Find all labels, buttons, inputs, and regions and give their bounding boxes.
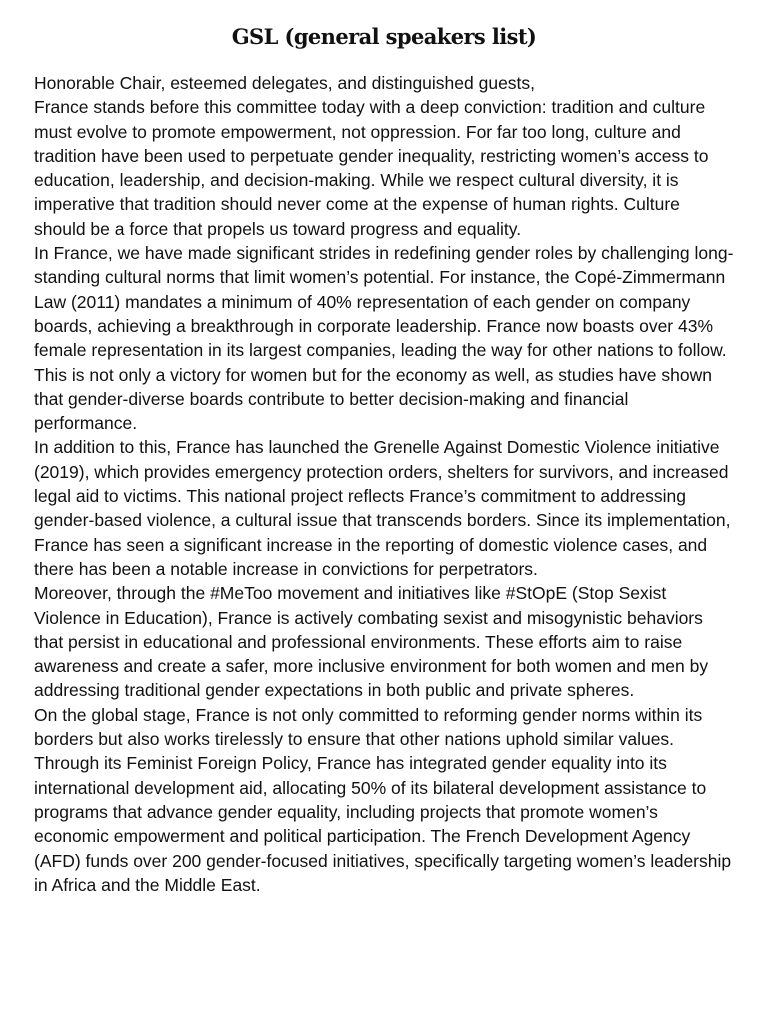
paragraph-conviction: France stands before this committee today with a deep conviction: tradition and culture must evolve to promote empowerment, not oppression. For far too long, culture and tradition have been used to perpetuate gender inequality, restricting women’s access to education, leadership, and decision-making. While we respect cultural diversity, it is imperative that tradition should never come at the expense of human rights. Culture should be a force that propels us toward progress and equality.	[34, 97, 709, 239]
paragraph-global-stage: On the global stage, France is not only committed to reforming gender norms within its borders but also works tirelessly to ensure that other nations uphold similar values. Through its Feminist Foreign Policy, France has integrated gender equality into its international development aid, allocating 50% of its bilateral development assistance to programs that advance gender equality, including projects that promote women’s economic empowerment and political participation. The French Development Agency (AFD) funds over 200 gender-focused initiatives, specifically targeting women’s leadership in Africa and the Middle East.	[34, 704, 732, 895]
document-body	[34, 71, 734, 897]
paragraph-greeting: Honorable Chair, esteemed delegates, and distinguished guests,	[34, 73, 536, 93]
paragraph-grenelle: In addition to this, France has launched the Grenelle Against Domestic Violence initiative (2019), which provides emergency protection orders, shelters for survivors, and increased legal aid to victims. This national project reflects France’s commitment to addressing gender-based violence, a cultural issue that transcends borders. Since its implementation, France has seen a significant increase in the reporting of domestic violence cases, and there has been a notable increase in convictions for perpetrators.	[34, 437, 731, 579]
document-title: GSL (general speakers list)	[231, 24, 537, 49]
paragraph-metoo: Moreover, through the #MeToo movement and initiatives like #StOpE (Stop Sexist Violence in Education), France is actively combating sexist and misogynistic behaviors that persist in educational and professional environments. These efforts aim to raise awareness and create a safer, more inclusive environment for both women and men by addressing traditional gender expectations in both public and private spheres.	[34, 583, 709, 701]
paragraph-copé-zimmermann: In France, we have made significant strides in redefining gender roles by challenging long-standing cultural norms that limit women’s potential. For instance, the Copé-Zimmermann Law (2011) mandates a minimum of 40% representation of each gender on company boards, achieving a breakthrough in corporate leadership. France now boasts over 43% female representation in its largest companies, leading the way for other nations to follow. This is not only a victory for women but for the economy as well, as studies have shown that gender-diverse boards contribute to better decision-making and financial performance.	[34, 243, 734, 434]
